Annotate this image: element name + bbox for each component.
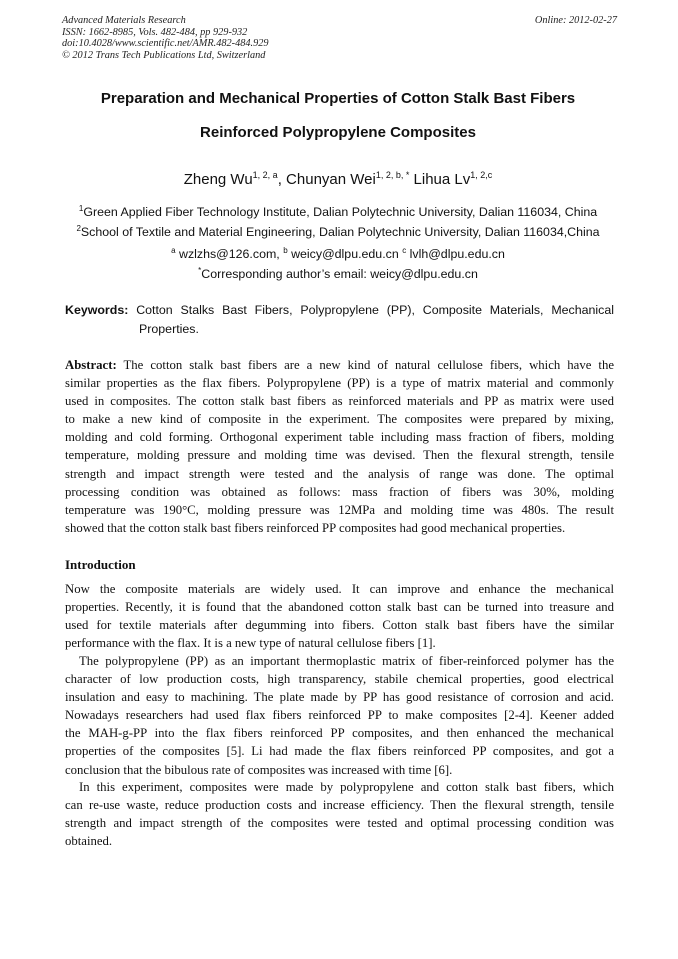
email-link[interactable]: wzlzhs@126.com,: [179, 247, 280, 262]
paragraph-line: strength and impact strength of the composites were tested and optimal processing condition was: [65, 816, 614, 831]
email-link[interactable]: lvlh@dlpu.edu.cn: [409, 247, 505, 262]
keywords-label: Keywords:: [65, 303, 129, 317]
introduction-heading: Introduction: [65, 557, 136, 572]
author-affiliation-mark: 1, 2, a: [252, 170, 278, 180]
paper-title-line-1: Preparation and Mechanical Properties of Cotton Stalk Bast Fibers: [100, 90, 576, 107]
abstract-paragraph: [65, 356, 614, 537]
paragraph-line: obtained.: [65, 834, 113, 849]
introduction-paragraph-3: [65, 778, 614, 850]
affiliation-1: [62, 201, 614, 220]
abstract-line: strength and impact strength were tested and the analysis of range was done. The optimal: [65, 466, 614, 481]
introduction-paragraph-2: [65, 652, 614, 779]
affiliation-2: [62, 221, 614, 240]
affiliation-mark: 1: [78, 204, 84, 213]
paragraph-line: can re-use waste, reduce production costs and increase efficiency. Then the flexural strength, tensile: [65, 798, 614, 813]
keywords-text: Cotton Stalks Bast Fibers, Polypropylene (PP), Composite Materials, Mechanical: [136, 303, 614, 317]
abstract-line: showed that the cotton stalk bast fibers reinforced PP composites had good mechanical properties.: [65, 520, 566, 535]
paragraph-line: insulation and easy to machining. The plate made by PP has good resistance of corrosion and acid.: [65, 690, 614, 705]
abstract-line: temperature was 190°C, molding pressure was 12MPa and molding time was 480s. The result: [65, 502, 614, 517]
affiliation-text: School of Textile and Material Engineering, Dalian Polytechnic University, Dalian 116034,China: [80, 225, 600, 240]
author-affiliation-mark: 1, 2,c: [470, 170, 493, 180]
paper-title-line-2: Reinforced Polypropylene Composites: [200, 124, 476, 141]
paragraph-line: conclusion that the bibulous rate of composites was increased with time [6].: [65, 762, 453, 777]
abstract-line: processing condition was obtained as follows: mass fraction of fibers was 30%, molding: [65, 484, 614, 499]
author-emails: [62, 243, 614, 262]
abstract-line: similar properties as the flax fibers. Polypropylene (PP) is a type of matrix material and commonly: [65, 376, 614, 391]
abstract-label: Abstract:: [65, 358, 117, 372]
email-link[interactable]: weicy@dlpu.edu.cn: [291, 247, 399, 262]
corresponding-author: [62, 263, 614, 282]
paragraph-line: the MAH-g-PP into the flax fibers reinforced PP composites, and then enhanced the mechanical: [65, 726, 614, 741]
email-mark: c: [402, 246, 407, 255]
introduction-paragraph-1: [65, 580, 614, 652]
corresponding-mark: *: [198, 266, 202, 275]
paragraph-line: Nowadays researchers had used flax fibers reinforced PP to make composites [2-4]. Keener added: [65, 708, 614, 723]
author-name: Zheng Wu: [183, 171, 253, 188]
corresponding-email: Corresponding author’s email: weicy@dlpu.edu.cn: [201, 267, 478, 282]
author-name: Lihua Lv: [413, 171, 471, 188]
author-affiliation-mark: 1, 2, b, *: [375, 170, 410, 180]
keywords-text-continued: Properties.: [139, 322, 199, 336]
email-mark: a: [171, 246, 176, 255]
paragraph-line: The polypropylene (PP) as an important thermoplastic matrix of fiber-reinforced polymer has the: [79, 654, 614, 668]
copyright-line: © 2012 Trans Tech Publications Ltd, Switzerland: [62, 49, 266, 61]
affiliation-mark: 2: [76, 224, 81, 233]
keywords-block: [65, 301, 614, 339]
author-list: Zheng Wu$^{1, 2, a}$, Chunyan Wei$^{1, 2, b, *}$ Lihua Lv$^{1, 2,c}$: [183, 170, 493, 188]
abstract-line: used in composites. The cotton stalk bast fibers as reinforced materials and PP as matrix were used: [65, 394, 614, 409]
abstract-line: to make a new kind of composite in the experiment. The composites were prepared by mixing,: [65, 412, 614, 427]
journal-name: Advanced Materials Research: [62, 15, 186, 26]
journal-header: [62, 15, 617, 61]
issn-line: ISSN: 1662-8985, Vols. 482-484, pp 929-932: [62, 26, 248, 38]
online-date: Online: 2012-02-27: [534, 15, 617, 26]
paragraph-line: used for textile materials after degumming into fibers. Cotton stalk bast fibers have the similar: [65, 618, 614, 633]
abstract-line: molding and cold forming. Orthogonal experiment table including mass fraction of fibers, molding: [65, 430, 614, 445]
affiliation-text: Green Applied Fiber Technology Institute, Dalian Polytechnic University, Dalian 116034, China: [83, 205, 598, 220]
paragraph-line: Now the composite materials are widely used. It can improve and enhance the mechanical: [65, 582, 614, 596]
abstract-line: The cotton stalk bast fibers are a new kind of natural cellulose fibers, which have the: [116, 358, 614, 372]
paragraph-line: properties. Recently, it is found that the abandoned cotton stalk bast can be turned into treasure and: [65, 600, 614, 615]
paragraph-line: properties of the composites [5]. Li had made the flax fibers reinforced PP composites, and got a: [65, 744, 614, 759]
author-name: Chunyan Wei: [286, 171, 376, 188]
doi-line[interactable]: doi:10.4028/www.scientific.net/AMR.482-484.929: [62, 38, 269, 50]
paragraph-line: character of low production costs, high transparency, stabile chemical properties, good electrical: [65, 672, 614, 687]
paragraph-line: performance with the flax. It is a new type of natural cellulose fibers [1].: [65, 636, 436, 651]
abstract-line: temperature, molding pressure and molding time was devised. Then the flexural strength, tensile: [65, 448, 614, 463]
paragraph-line: In this experiment, composites were made by polypropylene and cotton stalk bast fibers, which: [79, 780, 614, 794]
email-mark: b: [283, 246, 288, 255]
